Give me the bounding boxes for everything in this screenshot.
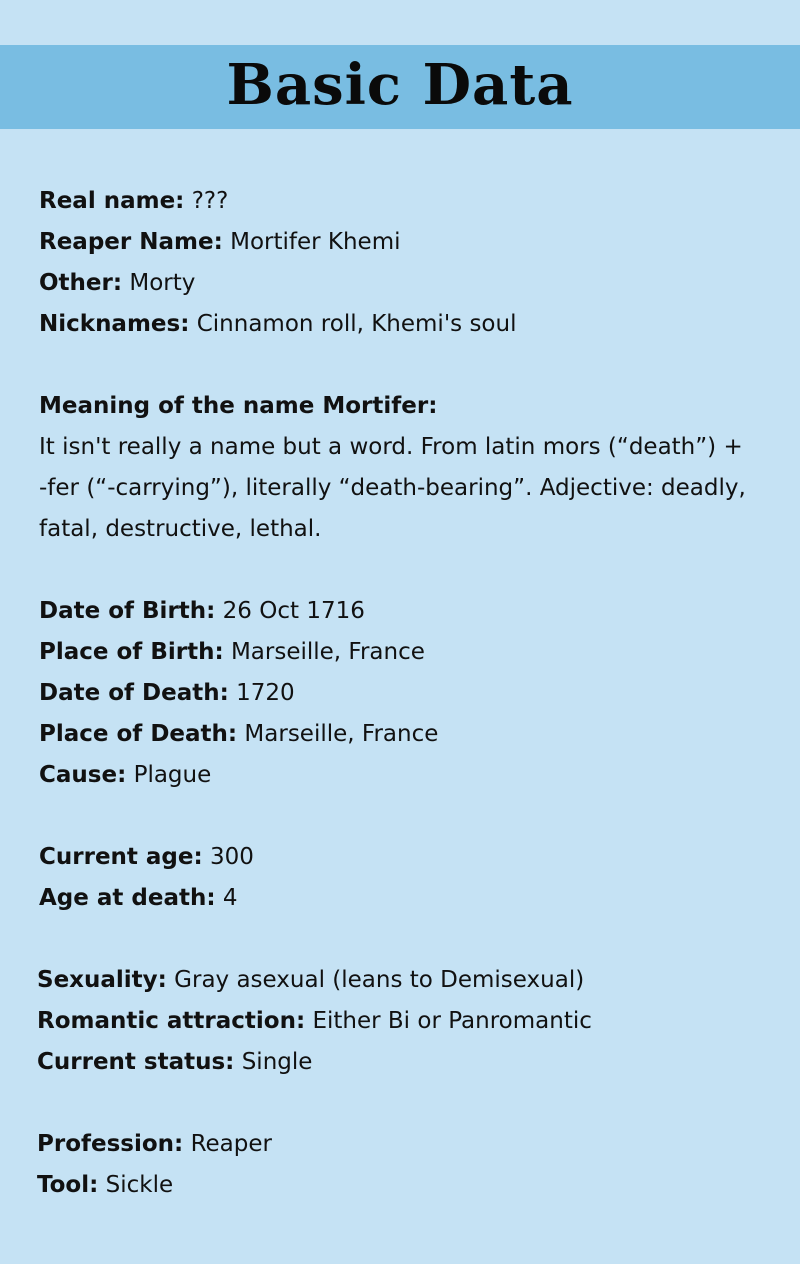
meaning-label: Meaning of the name Mortifer: (39, 393, 438, 419)
cause-label: Cause: (39, 762, 127, 788)
age-at-death-value: 4 (222, 885, 238, 911)
meaning-text-line-2: -fer (“-carrying”), literally “death-bearing”. Adjective: deadly, (39, 475, 746, 501)
current-age-value: 300 (210, 844, 254, 870)
date-of-death-value: 1720 (236, 680, 295, 706)
nicknames-label: Nicknames: (39, 311, 190, 337)
romantic-attraction-value: Either Bi or Panromantic (312, 1008, 592, 1034)
other-name-value: Morty (129, 270, 196, 296)
place-of-birth-row (39, 632, 425, 673)
meaning-text-line-1: It isn't really a name but a word. From latin mors (“death”) + (39, 434, 743, 460)
place-of-birth-value: Marseille, France (230, 639, 425, 665)
age-at-death-label: Age at death: (39, 885, 216, 911)
nicknames-row (39, 304, 516, 345)
page-title: Basic Data (226, 52, 574, 118)
place-of-death-value: Marseille, France (244, 721, 439, 747)
current-status-value: Single (241, 1049, 313, 1075)
cause-value: Plague (133, 762, 212, 788)
profession-row (37, 1124, 272, 1165)
date-of-death-label: Date of Death: (39, 680, 229, 706)
current-age-label: Current age: (39, 844, 203, 870)
reaper-name-value: Mortifer Khemi (230, 229, 401, 255)
profession-label: Profession: (37, 1131, 184, 1157)
place-of-death-label: Place of Death: (39, 721, 238, 747)
place-of-death-row (39, 714, 438, 755)
date-of-death-row (39, 673, 295, 714)
real-name-value: ??? (191, 188, 229, 214)
current-status-label: Current status: (37, 1049, 235, 1075)
tool-value: Sickle (105, 1172, 174, 1198)
nicknames-value: Cinnamon roll, Khemi's soul (196, 311, 517, 337)
title-banner (0, 45, 800, 129)
reaper-name-label: Reaper Name: (39, 229, 223, 255)
other-name-label: Other: (39, 270, 123, 296)
place-of-birth-label: Place of Birth: (39, 639, 224, 665)
age-at-death-row (39, 878, 238, 919)
romantic-attraction-label: Romantic attraction: (37, 1008, 306, 1034)
current-status-row (37, 1042, 312, 1083)
meaning-text-line-3: fatal, destructive, lethal. (39, 516, 322, 542)
profession-value: Reaper (190, 1131, 272, 1157)
sexuality-value: Gray asexual (leans to Demisexual) (174, 967, 585, 993)
current-age-row (39, 837, 254, 878)
other-name-row (39, 263, 195, 304)
real-name-label: Real name: (39, 188, 185, 214)
cause-row (39, 755, 211, 796)
date-of-birth-label: Date of Birth: (39, 598, 216, 624)
tool-row (37, 1165, 173, 1206)
sexuality-label: Sexuality: (37, 967, 167, 993)
date-of-birth-value: 26 Oct 1716 (222, 598, 365, 624)
date-of-birth-row (39, 591, 365, 632)
tool-label: Tool: (37, 1172, 99, 1198)
romantic-attraction-row (37, 1001, 592, 1042)
real-name-row (39, 181, 228, 222)
sexuality-row (37, 960, 584, 1001)
meaning-heading (39, 386, 437, 427)
reaper-name-row (39, 222, 401, 263)
